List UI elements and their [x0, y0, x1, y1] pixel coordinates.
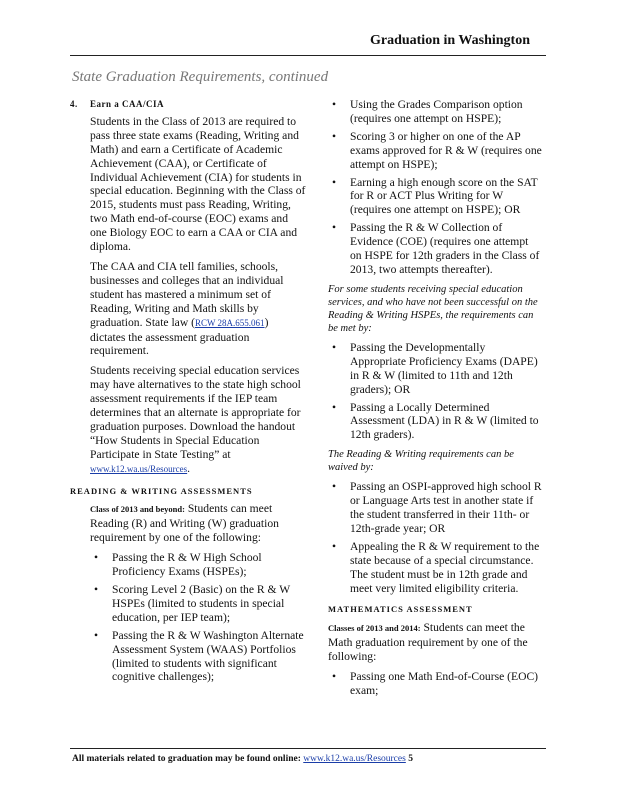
- rcw-link[interactable]: RCW 28A.655.061: [194, 317, 265, 328]
- special-education-list: [328, 341, 542, 442]
- list-item: [328, 670, 542, 698]
- list-item: [90, 583, 306, 625]
- list-item-text: Passing the Developmentally Appropriate Proficiency Exams (DAPE) in R & W (limited to 11th and 12th graders); OR: [350, 340, 538, 396]
- list-item: [90, 551, 306, 579]
- bullet-icon: •: [332, 340, 337, 354]
- paragraph-families: [90, 260, 306, 358]
- bullet-icon: •: [332, 221, 337, 235]
- list-item-text: Passing the R & W Washington Alternate Assessment System (WAAS) Portfolios (limited to students with significant cognitive challenges);: [112, 628, 304, 684]
- header-title: Graduation in Washington: [369, 33, 530, 48]
- right-column: [328, 98, 542, 704]
- list-item: [328, 221, 542, 277]
- reading-writing-lead: [90, 502, 306, 545]
- footer-resources-link[interactable]: www.k12.wa.us/Resources: [303, 754, 406, 764]
- header-rule: [70, 55, 546, 56]
- paragraph-special-education: [90, 364, 306, 476]
- paragraph-caa-cia: Students in the Class of 2013 are required to pass three state exams (Reading, Writing and Math) and earn a Certificate of Academic Achievement (CAA), or Certificate of Individual Achievement (CIA) for students in special education. Beginning with the Class of 2015, students must pass Reading, Writing, two Math end-of-course (EOC) exams and one Biology EOC to earn a CAA or CIA and diploma.: [90, 114, 306, 254]
- list-item: [90, 629, 306, 685]
- list-item-text: Passing a Locally Determined Assessment (LDA) in R & W (limited to 12th graders).: [350, 400, 539, 442]
- waiver-note: The Reading & Writing requirements can be waived by:: [328, 449, 514, 474]
- bullet-icon: •: [332, 480, 337, 494]
- bullet-icon: •: [94, 551, 99, 565]
- resources-link[interactable]: www.k12.wa.us/Resources: [90, 463, 188, 474]
- bullet-icon: •: [94, 628, 99, 642]
- list-item-text: Appealing the R & W requirement to the state because of a special circumstance. The student must be in 12th grade and meet very limited eligibility criteria.: [350, 539, 540, 595]
- p3-text-before: Students receiving special education services may have alternatives to the state high school assessment requirements if the IEP team determines that an alternate is appropriate for graduation purposes. Download the handout “How Students in Special Education Participate in State Testing” at: [90, 364, 301, 461]
- bullet-icon: •: [332, 129, 337, 143]
- footer-rule: [70, 748, 546, 749]
- bullet-icon: •: [332, 175, 337, 189]
- list-item: [328, 98, 542, 126]
- footer-text: All materials related to graduation may be found online:: [72, 754, 304, 764]
- mathematics-list: [328, 670, 542, 698]
- mathematics-lead: [328, 621, 542, 664]
- footer: [72, 754, 413, 764]
- list-item-text: Passing one Math End-of-Course (EOC) exam;: [350, 670, 539, 697]
- waiver-list: [328, 480, 542, 595]
- page-number: 5: [408, 754, 413, 764]
- bullet-icon: •: [332, 98, 337, 111]
- list-item: [328, 401, 542, 443]
- item-label: Earn a CAA/CIA: [90, 99, 165, 109]
- list-item: [328, 130, 542, 172]
- rw-lead-class: Class of 2013 and beyond:: [90, 504, 185, 515]
- list-item: [328, 341, 542, 397]
- reading-writing-heading: READING & WRITING ASSESSMENTS: [70, 485, 253, 496]
- p2-text-before: The CAA and CIA tell families, schools, businesses and colleges that an individual student has mastered a minimum set of Reading, Writing and Math skills by graduation. State law (: [90, 259, 284, 329]
- list-item-text: Using the Grades Comparison option (requires one attempt on HSPE);: [350, 98, 523, 125]
- rw-lead-text: Students can meet Reading (R) and Writing (W) graduation requirement by one of the following:: [90, 502, 279, 545]
- list-item: [328, 176, 542, 218]
- reading-writing-options-list: [328, 98, 542, 277]
- item-heading: [70, 98, 306, 112]
- p2-text-after: ) dictates the assessment graduation requirement.: [90, 315, 269, 358]
- special-education-note: For some students receiving special education services, and who have not been successful on the Reading & Writing HSPEs, the requirements can be met by:: [328, 283, 538, 334]
- bullet-icon: •: [332, 400, 337, 414]
- mathematics-heading: MATHEMATICS ASSESSMENT: [328, 604, 473, 615]
- list-item-text: Scoring 3 or higher on one of the AP exams approved for R & W (requires one attempt on HSPE);: [350, 129, 542, 171]
- list-item-text: Earning a high enough score on the SAT for R or ACT Plus Writing for W (requires one attempt on HSPE); OR: [350, 175, 538, 217]
- section-title: State Graduation Requirements, continued: [72, 69, 329, 85]
- bullet-icon: •: [94, 583, 99, 596]
- p3-text-after: .: [187, 461, 191, 475]
- list-item-text: Passing an OSPI-approved high school R or Language Arts test in another state if the student transferred in their 11th- or 12th-grade year; OR: [350, 480, 542, 535]
- list-item-text: Scoring Level 2 (Basic) on the R & W HSPEs (limited to students in special education, per IEP team);: [112, 583, 290, 624]
- reading-writing-list: [90, 551, 306, 684]
- math-lead-classes: Classes of 2013 and 2014:: [328, 623, 421, 634]
- item-number: 4.: [70, 99, 78, 109]
- list-item: [328, 480, 542, 536]
- math-lead-text: Students can meet the Math graduation requirement by one of the following:: [328, 621, 528, 664]
- list-item: [328, 540, 542, 596]
- bullet-icon: •: [332, 539, 337, 553]
- list-item-text: Passing the R & W Collection of Evidence (COE) (requires one attempt on HSPE for 12th graders in the Class of 2013, two attempts thereafter).: [350, 221, 540, 276]
- bullet-icon: •: [332, 670, 337, 684]
- left-column: [70, 98, 306, 690]
- list-item-text: Passing the R & W High School Proficiency Exams (HSPEs);: [112, 551, 262, 579]
